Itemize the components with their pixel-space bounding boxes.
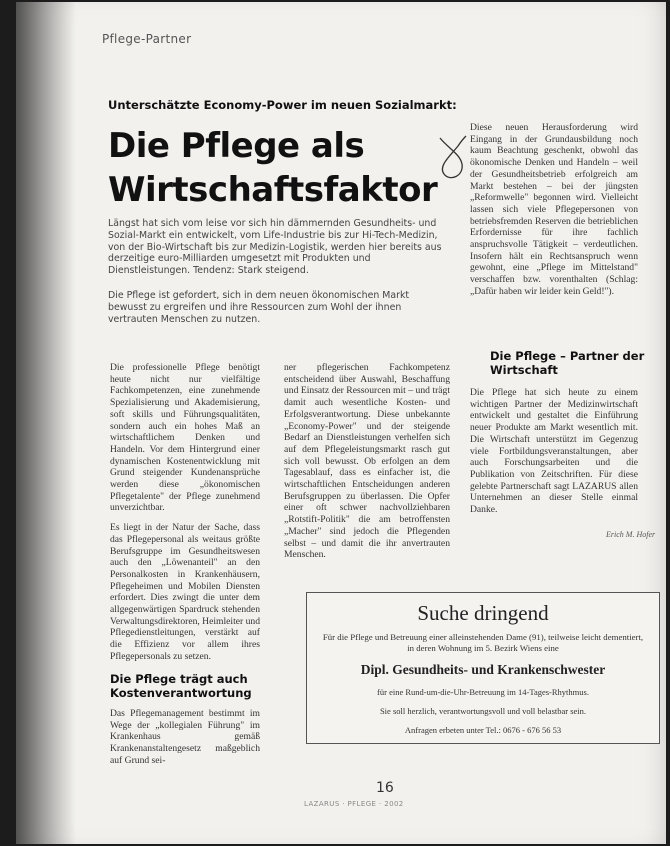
running-head: Pflege-Partner	[102, 32, 192, 46]
column-right	[470, 122, 638, 306]
lead-paragraph: Die Pflege ist gefordert, sich in dem neuen ökonomischen Markt bewusst zu ergreifen und ihre Ressourcen zum Wohl der ihnen vertrauten Menschen zu nutzen.	[108, 290, 410, 325]
section-subhead: Die Pflege trägt auch Kostenverantwortung	[110, 672, 252, 700]
lead-paragraph: Längst hat sich vom leise vor sich hin dämmernden Gesundheits- und Sozial-Markt ein entwickelt, vom Life-Industrie bis zur Hi-Tech-Medizin, von der Bio-Wirtschaft bis zur Medizin-Logistik, werden hier bereits aus derzeitige euro-Milliarden umgesetzt mit Produkten und Dienstleistungen. Tendenz: Stark steigend.	[108, 218, 442, 277]
column-right-continued	[470, 387, 638, 524]
handwritten-mark-icon	[434, 134, 470, 186]
author-signature: Erich M. Hofer	[606, 530, 656, 539]
article-kicker: Unterschätzte Economy-Power im neuen Sozialmarkt:	[108, 98, 457, 112]
column-left	[110, 362, 260, 671]
body-paragraph: ner pflegerischen Fachkompetenz entscheidend über Auswahl, Beschaffung und Einsatz der Ressourcen mit – und trägt damit auch wesentliche Kosten- und Erfolgsverantwortung. Diese unbekannte „Economy-Power" und der steigende Bedarf an Dienstleistungen verhelfen sich auf dem Pflegeleistungsmarkt rasch gut sich voll bewusst. Ob erfolgen an dem Tagesablauf, dass es einfacher ist, die wirtschaftlichen Entscheidungen anderen Berufsgruppen zu überlassen. Die Opfer einer oft schwer nachvollziehbaren „Rotstift-Politik" die am betroffensten „Macher" sind jedoch die Pflegenden selbst – und damit die ihr anvertrauten Menschen.	[284, 362, 450, 561]
article-headline: Die Pflege als Wirtschaftsfaktor	[108, 126, 438, 210]
ad-position: Dipl. Gesundheits- und Krankenschwester	[360, 662, 606, 677]
ad-line: Sie soll herzlich, verantwortungsvoll und voll belastbar sein.	[379, 706, 587, 716]
section-subhead: Die Pflege – Partner der Wirtschaft	[490, 349, 645, 377]
body-paragraph: Das Pflegemanagement bestimmt im Wege der „kollegialen Führung" im Krankenhaus gemäß Krankenanstaltengesetz maßgeblich auf Grund sei-	[110, 708, 260, 766]
body-paragraph: Die Pflege hat sich heute zu einem wichtigen Partner der Medizinwirtschaft entwickelt und gestaltet die Einführung neuer Produkte am Markt wesentlich mit. Die Wirtschaft unterstützt im Gegenzug viele Fortbildungsveranstaltungen, aber auch Forschungsarbeiten und die Publikation von Zeitschriften. Für diese gelebte Partnerschaft sagt LAZARUS allen Unternehmen an dieser Stelle einmal Danke.	[470, 387, 638, 516]
column-middle	[284, 362, 450, 569]
body-paragraph: Es liegt in der Natur der Sache, dass das Pflegepersonal als weitaus größte Berufsgruppe im Gesundheitswesen auch den „Löwenanteil" an den Personalkosten in Krankenhäusern, Pflegeheimen und Mobilen Diensten erfordert. Dies zwingt die unter dem allgegenwärtigen Spardruck stehenden Verwaltungsdirektoren, Heimleiter und Pflegedienstleitungen, verstärkt auf die Effizienz vor allem ihres Pflegepersonals zu setzen.	[110, 522, 260, 662]
magazine-page	[16, 2, 666, 844]
ad-line: für eine Rund-um-die-Uhr-Betreuung im 14-Tages-Rhythmus.	[377, 687, 589, 697]
page-footer: LAZARUS · PFLEGE · 2002	[304, 800, 404, 808]
body-paragraph: Die professionelle Pflege benötigt heute nicht nur vielfältige Fachkompetenzen, eine zunehmende Spezialisierung und Akademisierung, soft skills und Führungsqualitäten, sondern auch ein hohes Maß an wirtschaftlichem Denken und Handeln. Vor dem Hintergrund einer dynamischen Kostenentwicklung mit Grund steigender Kundenansprüche werden diese „ökonomischen Pflegetalente" der Pflege zunehmend unverzichtbar.	[110, 362, 260, 514]
page-number: 16	[376, 780, 394, 796]
ad-title: Suche dringend	[417, 601, 549, 625]
classified-ad	[306, 592, 660, 744]
ad-contact: Anfragen erbeten unter Tel.: 0676 - 676 56 53	[404, 725, 562, 735]
column-left-continued	[110, 708, 260, 775]
body-paragraph: Diese neuen Herausforderung wird Eingang in der Grundausbildung noch kaum Beachtung geschenkt, obwohl das ökonomische Denken und Handeln – weil der Gesundheitsbetrieb erfolgreich am Markt bestehen – bei der jüngsten „Reformwelle" begonnen wird. Vielleicht lassen sich viele Pflegepersonen von betriebsfremden Reserven die betrieblichen Erfordernisse für ihre fachlich anspruchsvolle Tätigkeit – verdeutlichen. Insofern hält ein Rechtsanspruch wenn gewohnt, eine „Pflege im Mittelstand" verschaffen bzw. vorenthalten (Schlag: „Dafür haben wir leider kein Geld!").	[470, 122, 638, 297]
page-fold-shadow	[16, 2, 76, 844]
ad-description: Für die Pflege und Betreuung einer alleinstehenden Dame (91), teilweise leicht dementiert, in deren Wohnung im 5. Bezirk Wiens eine	[322, 632, 644, 653]
